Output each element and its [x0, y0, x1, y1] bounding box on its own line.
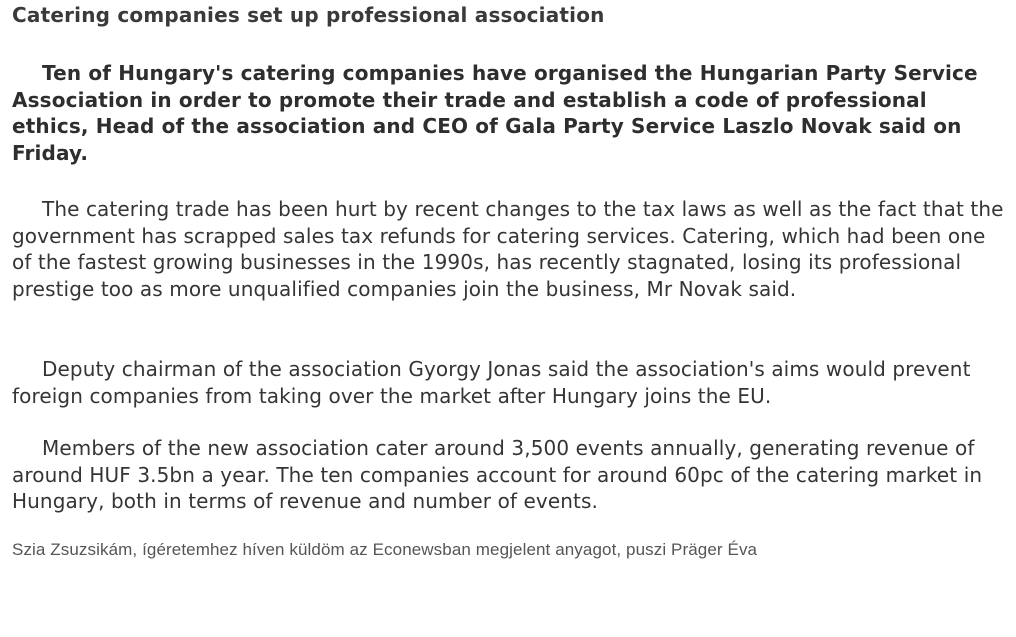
personal-note: Szia Zsuzsikám, ígéretemhez híven küldöm az Econewsban megjelent anyagot, puszi Präger Éva: [12, 540, 758, 559]
article-paragraph-2: Deputy chairman of the association Gyorgy Jonas said the association's aims would prevent foreign companies from taking over the market after Hungary joins the EU.: [12, 357, 971, 408]
article-headline: Catering companies set up professional association: [12, 3, 605, 27]
article-lead: Ten of Hungary's catering companies have organised the Hungarian Party Service Association in order to promote their trade and establish a code of professional ethics, Head of the association and CEO of Gala Party Service Laszlo Novak said on Friday.: [12, 61, 978, 165]
article-paragraph-3: Members of the new association cater around 3,500 events annually, generating revenue of around HUF 3.5bn a year. The ten companies account for around 60pc of the catering market in Hungary, both in terms of revenue and number of events.: [12, 436, 983, 513]
article-paragraph-1: The catering trade has been hurt by recent changes to the tax laws as well as the fact that the government has scrapped sales tax refunds for catering services. Catering, which had been one of the fastest growing businesses in the 1990s, has recently stagnated, losing its professional prestige too as more unqualified companies join the business, Mr Novak said.: [12, 197, 1004, 301]
